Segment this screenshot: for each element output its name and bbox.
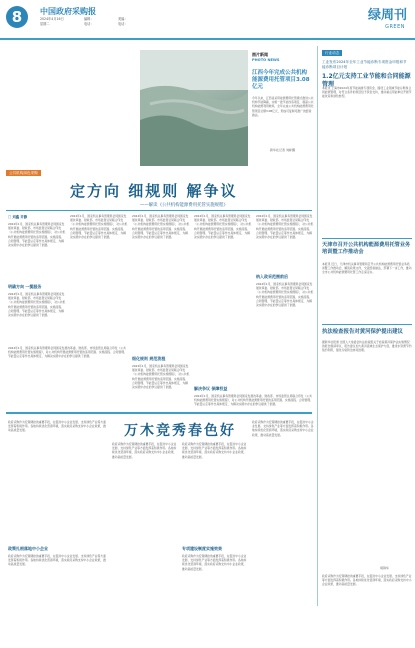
feature-subhead-3: 解决争议 保障权益 (194, 386, 228, 391)
feature-subhead-1: 明确方向 一揽服务 (8, 284, 42, 289)
photo-news-label (252, 52, 279, 62)
right-low-credit: 胡锦华 (380, 566, 390, 570)
feature-body-tail: 2024年1月，国家机关事务管理局会同国家发展改革委、财政部、市场监管总局联合印发《公共机构能源费用托管实施规程》，对公共机构开展能源费用托管的适用范围、实施流程、合同管理、节能量认定等作出具体规定，为解决实践中存在的争议提供了依据。 (8, 346, 127, 359)
bottom-subhead-1: 政策扎根落地中小企业 (8, 546, 48, 551)
bottom-body-col4: 政府采购作为宏观调控的重要手段，在促进中小企业发展、支持绿色产业等方面发挥着积极作用。各地持续优化营商环境，落实政府采购支持中小企业政策，推动高质量发展。 (252, 420, 314, 437)
right-low-body: 据新华社报道 全国人大常委会执法检查组关于检查黄河保护法实施情况的报告提请审议，报告建议加大黄河流域生态保护力度，推进水资源节约集约利用，强化污染防治协同治理。 (322, 340, 412, 353)
section-rule (322, 324, 412, 325)
feature-subhead-2: 细化规则 规范流程 (132, 356, 166, 361)
feature-body-col1: 2024年1月，国家机关事务管理局会同国家发展改革委、财政部、市场监管总局联合印发《公共机构能源费用托管实施规程》，对公共机构开展能源费用托管的适用范围、实施流程、合同管理、节能量认定等作出具体规定，为解决实践中存在的争议提供了依据。 (8, 222, 66, 248)
feature-tag: 公共机构绿色采购 (6, 170, 41, 176)
meta-line: 2024年4月16日 (40, 17, 64, 21)
designer-meta (118, 17, 148, 26)
feature-body-tail3: 2024年1月，国家机关事务管理局会同国家发展改革委、财政部、市场监管总局联合印发《公共机构能源费用托管实施规程》，对公共机构开展能源费用托管的适用范围、实施流程、合同管理、节能量认定等作出具体规定，为解决实践中存在的争议提供了依据。 (194, 394, 313, 407)
section-tag: 行业动态 (322, 50, 342, 56)
feature-body-col4: 2024年1月，国家机关事务管理局会同国家发展改革委、财政部、市场监管总局联合印发《公共机构能源费用托管实施规程》，对公共机构开展能源费用托管的适用范围、实施流程、合同管理、节能量认定等作出具体规定，为解决实践中存在的争议提供了依据。 (194, 214, 252, 240)
right-mid-body: 本报讯 近日，天津市机关事务管理局召开公共机构能源费用托管业务培训暨工作推动会，解读政策文件，交流经验做法，部署下一步工作，推动全市公共机构能源费用托管工作走深走实。 (322, 262, 412, 275)
editor-meta (84, 17, 114, 26)
bottom-body-col1: 政府采购作为宏观调控的重要手段，在促进中小企业发展、支持绿色产业等方面发挥着积极作用。各地持续优化营商环境，落实政府采购支持中小企业政策，推动高质量发展。 (8, 420, 106, 433)
feature-body-col3: 2024年1月，国家机关事务管理局会同国家发展改革委、财政部、市场监管总局联合印发《公共机构能源费用托管实施规程》，对公共机构开展能源费用托管的适用范围、实施流程、合同管理、节能量认定等作出具体规定，为解决实践中存在的争议提供了依据。 (132, 214, 190, 240)
photo-news-label-en: PHOTO NEWS (252, 58, 280, 62)
bottom-title: 万木竞秀春色好 (124, 423, 236, 439)
meta-line: 编辑： (84, 17, 94, 21)
bottom-body-col5: 政府采购作为宏观调控的重要手段，在促进中小企业发展、支持绿色产业等方面发挥着积极作用。各地持续优化营商环境，落实政府采购支持中小企业政策，推动高质量发展。 (322, 574, 412, 587)
photo-news-credit: 新华社记者 刘彬摄 (270, 148, 295, 152)
feature-subhead-4: 纳入政采范围前后 (256, 274, 288, 279)
edition-title: 绿周刊 (367, 8, 407, 23)
right-top-body: 本报讯 上海市2024年度节能减排专项资金，围绕工业领域节能诊断和合同能源管理，对符合条件的项目给予资金支持，推动重点用能单位开展节能改造和绿色转型。 (322, 86, 412, 99)
photo-news-caption: 今年以来，江西省采用能源费用托管模式推进公共机构节能降碳，实施一批节能改造项目，提高公共机构能源利用效率，全年完成公共机构能源费用托管项目总额3.08亿元，形成可复制可推广的经验做法。 (252, 96, 314, 117)
photo-news-headline: 江西今年完成公共机构能源费用托管项目3.08亿元 (252, 70, 310, 90)
masthead (0, 0, 415, 40)
bottom-body-col3b: 政府采购作为宏观调控的重要手段，在促进中小企业发展、支持绿色产业等方面发挥着积极作用。各地持续优化营商环境，落实政府采购支持中小企业政策，推动高质量发展。 (182, 554, 247, 571)
edition-subtitle: GREEN (385, 24, 405, 30)
feature-rule (6, 210, 312, 211)
feature-body-col2: 2024年1月，国家机关事务管理局会同国家发展改革委、财政部、市场监管总局联合印发《公共机构能源费用托管实施规程》，对公共机构开展能源费用托管的适用范围、实施流程、合同管理、节能量认定等作出具体规定，为解决实践中存在的争议提供了依据。 (70, 214, 128, 240)
feature-title: 定方向 细规则 解争议 (70, 182, 238, 200)
feature-body-col5b: 2024年1月，国家机关事务管理局会同国家发展改革委、财政部、市场监管总局联合印发《公共机构能源费用托管实施规程》，对公共机构开展能源费用托管的适用范围、实施流程、合同管理、节能量认定等作出具体规定，为解决实践中存在的争议提供了依据。 (256, 282, 314, 308)
feature-body-col5: 2024年1月，国家机关事务管理局会同国家发展改革委、财政部、市场监管总局联合印发《公共机构能源费用托管实施规程》，对公共机构开展能源费用托管的适用范围、实施流程、合同管理、节能量认定等作出具体规定，为解决实践中存在的争议提供了依据。 (256, 214, 314, 240)
feature-subtitle: ——解读《公共机构能源费用托管实施规程》 (140, 203, 228, 208)
news-photo (140, 50, 248, 166)
feature-body-col1b: 2024年1月，国家机关事务管理局会同国家发展改革委、财政部、市场监管总局联合印发《公共机构能源费用托管实施规程》，对公共机构开展能源费用托管的适用范围、实施流程、合同管理、节能量认定等作出具体规定，为解决实践中存在的争议提供了依据。 (8, 292, 66, 318)
paper-name: 中国政府采购报 (40, 6, 96, 16)
bottom-body-col2: 政府采购作为宏观调控的重要手段，在促进中小企业发展、支持绿色产业等方面发挥着积极作用。各地持续优化营商环境，落实政府采购支持中小企业政策，推动高质量发展。 (112, 442, 177, 459)
meta-line: 电话： (84, 21, 94, 26)
meta-line: 电话： (118, 21, 128, 26)
photo-news-label-cn: 图片新闻 (252, 52, 268, 57)
column-divider (317, 46, 318, 606)
right-mid-title: 天津市召开公共机构能源费用托管业务培训暨工作推动会 (322, 242, 411, 255)
bottom-rule (6, 412, 312, 414)
right-top-lead: 工业发布2024年全年工业节能诊断专项资金申报和节能诊断项目计划 (322, 60, 407, 69)
meta-line: 星期二 (40, 21, 50, 26)
feature-body-tail2: 2024年1月，国家机关事务管理局会同国家发展改革委、财政部、市场监管总局联合印发《公共机构能源费用托管实施规程》，对公共机构开展能源费用托管的适用范围、实施流程、合同管理、节能量认定等作出具体规定，为解决实践中存在的争议提供了依据。 (132, 364, 190, 390)
right-top-title: 1.2亿元支持工业节能和合同能源管理 (322, 73, 411, 88)
bottom-body-col3: 政府采购作为宏观调控的重要手段，在促进中小企业发展、支持绿色产业等方面发挥着积极作用。各地持续优化营商环境，落实政府采购支持中小企业政策，推动高质量发展。 (182, 442, 247, 459)
page-number: 8 (6, 6, 28, 28)
meta-line: 美编： (118, 17, 128, 21)
section-rule (322, 238, 412, 239)
bottom-subhead-2: 专项建设制度实施效果 (182, 546, 222, 551)
feature-byline: □ 刘鑫 许静 (8, 215, 28, 219)
right-low-title: 执法检查报告对黄河保护提出建议 (322, 329, 403, 335)
bottom-body-col1b: 政府采购作为宏观调控的重要手段，在促进中小企业发展、支持绿色产业等方面发挥着积极作用。各地持续优化营商环境，落实政府采购支持中小企业政策，推动高质量发展。 (8, 554, 106, 567)
